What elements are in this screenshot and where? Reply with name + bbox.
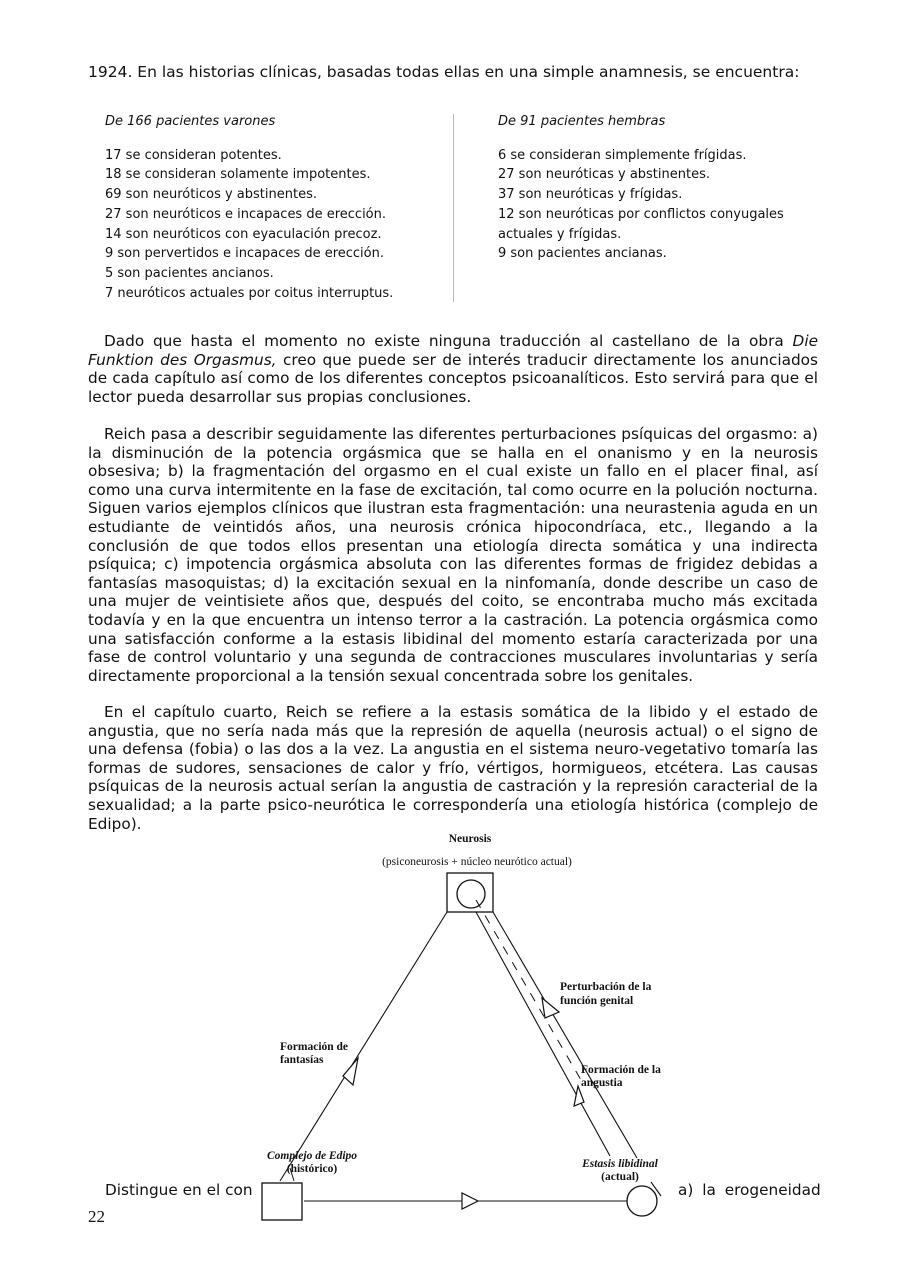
neurosis-circle bbox=[457, 880, 485, 908]
book-title: Die Funktion des Orgasmus, bbox=[88, 332, 818, 369]
female-line: 6 se consideran simplemente frígidas. bbox=[498, 147, 747, 163]
fantasias-label-2: fantasías bbox=[280, 1054, 324, 1066]
edipo-box bbox=[262, 1183, 302, 1220]
paragraph-text: creo que puede ser de interés traducir directamente los anunciados de cada capítulo así como de los diferentes conceptos psicoanalíticos. Esto servirá para que el lector pueda desarrollar sus propias conclusiones. bbox=[88, 350, 819, 406]
edipo-label-2: (histórico) bbox=[286, 1163, 338, 1175]
male-column-heading: De 166 pacientes varones bbox=[105, 114, 276, 129]
page-number: 22 bbox=[88, 1207, 105, 1226]
intro-sentence: 1924. En las historias clínicas, basadas todas ellas en una simple anamnesis, se encuentra: bbox=[88, 63, 800, 81]
angustia-label-2: angustia bbox=[581, 1077, 623, 1089]
female-line: 37 son neuróticas y frígidas. bbox=[498, 187, 683, 203]
bottom-line-end: a) la erogeneidad bbox=[678, 1181, 821, 1199]
angustia-label: Formación de la bbox=[581, 1064, 661, 1076]
perturbacion-label-2: función genital bbox=[560, 995, 634, 1007]
male-line: 18 se consideran solamente impotentes. bbox=[105, 167, 371, 183]
male-line: 69 son neuróticos y abstinentes. bbox=[105, 187, 317, 203]
column-divider bbox=[453, 114, 454, 302]
female-line: 12 son neuróticas por conflictos conyugales bbox=[498, 206, 784, 222]
male-line: 17 se consideran potentes. bbox=[105, 147, 282, 163]
female-line: 9 son pacientes ancianas. bbox=[498, 246, 667, 262]
paragraph-chapter-four: En el capítulo cuarto, Reich se refiere a la estasis somática de la libido y el estado de angustia, que no sería nada más que la represión de aquella (neurosis actual) o el signo de una defensa (fobia) o las dos a la vez. La angustia en el sistema neuro-vegetativo tomaría las formas de sudores, sensaciones de calor y frío, vértigos, hormigueos, etcétera. Las causas psíquicas de la neurosis actual serían la angustia de castración y la represión caracterial de la sexualidad; a la parte psico-neurótica le correspondería una etiología histórica (complejo de Edipo). bbox=[88, 703, 818, 833]
estasis-circle bbox=[627, 1186, 657, 1216]
fantasias-label: Formación de bbox=[280, 1041, 349, 1053]
paragraph-orgasm-disturbances: Reich pasa a describir seguidamente las diferentes perturbaciones psíquicas del orgasmo: a) la disminución de la potencia orgásmica que se halla en el onanismo y en la neurosis obsesiva; b) la fragmentación del orgasmo en el cual existe un fallo en el placer final, así como una curva intermitente en la fase de excitación, tal como ocurre en la polución nocturna. Siguen varios ejemplos clínicos que ilustran esta fragmentación: una neurastenia aguda en un estudiante de veintidós años, una neurosis crónica hipocondríaca, etc., llegando a la conclusión de que todos ellos presentan una etiología directa somática y una indirecta psíquica; c) impotencia orgásmica absoluta con las diferentes formas de frigidez debidas a fantasías masoquistas; d) la excitación sexual en la ninfomanía, donde describe un caso de una mujer de veintisiete años que, después del coito, se encontraba mucho más excitada todavía y en la que encuentra un intenso terror a la castración. La potencia orgásmica como una satisfacción conforme a la estasis libidinal del momento estaría caracterizada por una fase de control voluntario y una segunda de contracciones musculares involuntarias y sería directamente proporcional a la tensión sexual concentrada sobre los genitales. bbox=[88, 425, 818, 685]
arrow-perturbacion bbox=[542, 998, 559, 1018]
paragraph-text: Dado que hasta el momento no existe ninguna traducción al castellano de la obra bbox=[104, 332, 793, 350]
neurosis-subtitle: (psiconeurosis + núcleo neurótico actual) bbox=[382, 856, 572, 868]
paragraph-translation bbox=[88, 332, 818, 406]
bottom-line-start: Distingue en el con bbox=[105, 1181, 253, 1199]
neurosis-title: Neurosis bbox=[448, 833, 492, 845]
female-line: 27 son neuróticas y abstinentes. bbox=[498, 167, 710, 183]
male-line: 5 son pacientes ancianos. bbox=[105, 265, 274, 281]
female-patients-column bbox=[498, 112, 828, 264]
neurosis-box bbox=[447, 873, 493, 912]
perturbacion-label: Perturbación de la bbox=[560, 981, 652, 993]
arrow-fantasias bbox=[343, 1058, 358, 1085]
female-column-heading: De 91 pacientes hembras bbox=[498, 114, 666, 129]
male-line: 7 neuróticos actuales por coitus interruptus. bbox=[105, 285, 394, 301]
female-line: actuales y frígidas. bbox=[498, 226, 622, 242]
male-patients-column bbox=[105, 112, 445, 303]
estasis-label-2: (actual) bbox=[601, 1171, 639, 1183]
arrow-angustia bbox=[574, 1086, 584, 1106]
edipo-label: Complejo de Edipo bbox=[266, 1150, 358, 1162]
male-line: 27 son neuróticos e incapaces de erección. bbox=[105, 206, 387, 222]
estasis-label: Estasis libidinal bbox=[582, 1158, 658, 1170]
male-line: 14 son neuróticos con eyaculación precoz. bbox=[105, 226, 382, 242]
male-line: 9 son pervertidos e incapaces de erección. bbox=[105, 246, 384, 262]
right-outer-line bbox=[493, 912, 637, 1158]
neurosis-diagram bbox=[240, 826, 690, 1226]
arrow-bottom bbox=[462, 1193, 478, 1209]
estasis-tick bbox=[651, 1182, 661, 1196]
right-edge-line bbox=[476, 912, 610, 1156]
